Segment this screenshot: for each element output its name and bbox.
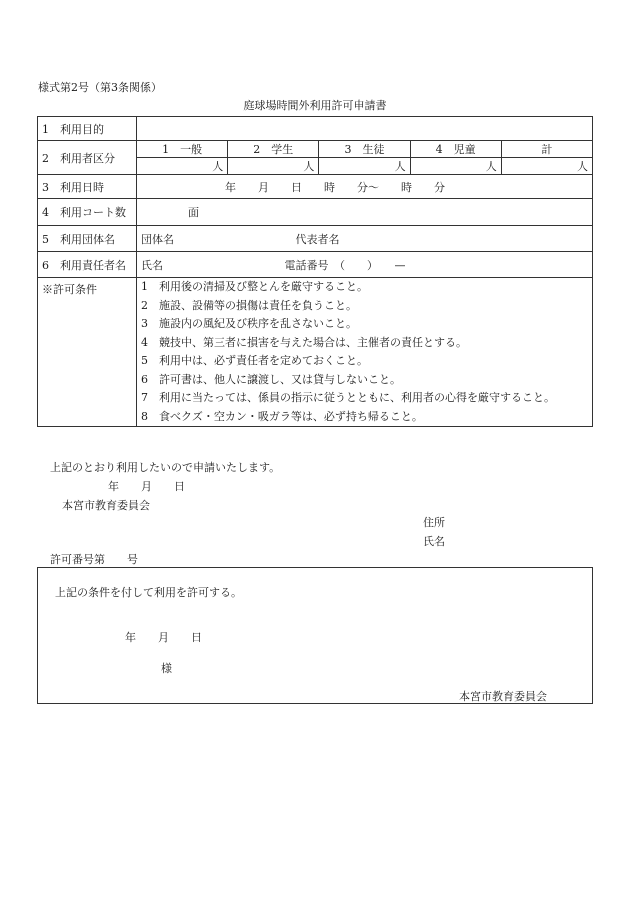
responsible-name-label: 氏名 <box>141 258 163 272</box>
condition-text: 許可書は、他人に譲渡し、又は貸与しないこと。 <box>159 372 401 386</box>
address-label: 住所 <box>423 516 445 529</box>
courts-label: 4 利用コート数 <box>38 199 137 226</box>
condition-number: 1 <box>141 280 148 293</box>
category-child: 4 児童 <box>410 141 501 158</box>
representative-label: 代表者名 <box>295 232 340 246</box>
purpose-field[interactable] <box>137 117 593 141</box>
category-pupil: 3 生徒 <box>319 141 410 158</box>
condition-number: 3 <box>141 317 148 330</box>
category-label: 2 利用者区分 <box>38 141 137 175</box>
row-datetime <box>38 175 593 199</box>
responsible-label: 6 利用責任者名 <box>38 252 137 278</box>
row-group <box>38 226 593 252</box>
addressee: 本宮市教育委員会 <box>62 499 150 512</box>
count-general-field[interactable]: 人 <box>137 158 228 175</box>
count-student-field[interactable]: 人 <box>228 158 319 175</box>
row-responsible <box>38 252 593 278</box>
count-pupil-field[interactable]: 人 <box>319 158 410 175</box>
condition-number: 2 <box>141 298 148 312</box>
condition-item <box>141 408 588 427</box>
application-statement: 上記のとおり利用したいので申請いたします。 <box>50 461 281 474</box>
responsible-field[interactable] <box>137 252 593 278</box>
datetime-label: 3 利用日時 <box>38 175 137 199</box>
condition-number: 4 <box>141 335 148 349</box>
application-date[interactable]: 年 月 日 <box>108 480 185 493</box>
condition-text: 施設、設備等の損傷は責任を負うこと。 <box>159 298 357 312</box>
condition-item <box>141 315 588 334</box>
category-general: 1 一般 <box>137 141 228 158</box>
condition-item <box>141 389 588 408</box>
permit-box <box>37 567 593 704</box>
group-label: 5 利用団体名 <box>38 226 137 252</box>
row-conditions <box>38 278 593 427</box>
condition-text: 利用に当たっては、係員の指示に従うとともに、利用者の心得を厳守すること。 <box>159 391 555 404</box>
row-category-headers <box>38 141 593 158</box>
category-total: 計 <box>501 141 592 158</box>
condition-item <box>141 278 588 297</box>
category-student: 2 学生 <box>228 141 319 158</box>
page-title: 庭球場時間外利用許可申請書 <box>243 99 387 112</box>
condition-text: 利用中は、必ず責任者を定めておくこと。 <box>159 354 368 367</box>
condition-number: 6 <box>141 372 148 386</box>
row-courts <box>38 199 593 226</box>
conditions-label: ※許可条件 <box>38 278 137 427</box>
applicant-name-label: 氏名 <box>423 535 445 548</box>
condition-number: 7 <box>141 391 148 404</box>
count-total-field[interactable]: 人 <box>501 158 592 175</box>
condition-number: 5 <box>141 354 148 367</box>
permit-issuer: 本宮市教育委員会 <box>459 690 547 703</box>
application-table <box>37 116 593 427</box>
condition-item <box>141 334 588 353</box>
condition-number: 8 <box>141 409 148 423</box>
phone-label: 電話番号 （ ） — <box>284 258 406 272</box>
datetime-field[interactable]: 年 月 日 時 分〜 時 分 <box>137 175 593 199</box>
conditions-list <box>137 278 593 427</box>
condition-text: 利用後の清掃及び整とんを厳守すること。 <box>159 280 368 293</box>
condition-item <box>141 371 588 390</box>
courts-field[interactable]: 面 <box>137 199 593 226</box>
permit-addressee-suffix: 様 <box>161 662 172 675</box>
permit-number[interactable]: 許可番号第 号 <box>50 553 138 566</box>
form-code: 様式第2号（第3条関係） <box>38 81 162 94</box>
condition-item <box>141 297 588 316</box>
condition-item <box>141 352 588 371</box>
count-child-field[interactable]: 人 <box>410 158 501 175</box>
condition-text: 食べクズ・空カン・吸ガラ等は、必ず持ち帰ること。 <box>159 409 423 423</box>
row-purpose <box>38 117 593 141</box>
purpose-label: 1 利用目的 <box>38 117 137 141</box>
condition-text: 施設内の風紀及び秩序を乱さないこと。 <box>159 317 357 330</box>
condition-text: 競技中、第三者に損害を与えた場合は、主催者の責任とする。 <box>159 335 467 349</box>
permit-date[interactable]: 年 月 日 <box>125 631 202 644</box>
permit-statement: 上記の条件を付して利用を許可する。 <box>55 586 242 599</box>
group-name-label: 団体名 <box>141 232 174 246</box>
group-field[interactable] <box>137 226 593 252</box>
